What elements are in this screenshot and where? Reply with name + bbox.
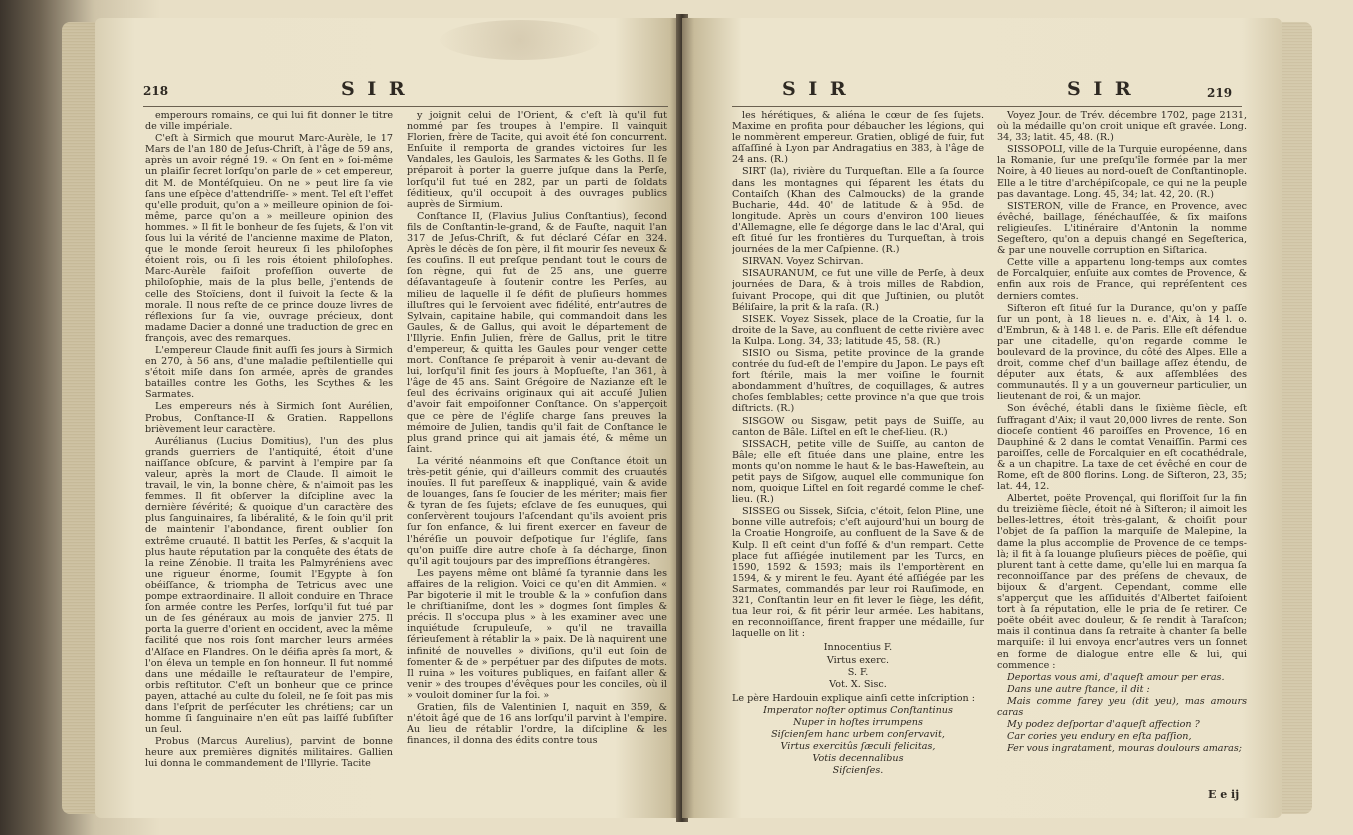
paragraph: Probus (Marcus Aurelius), parvint de bonne heure aux premières dignités militaires. Gallien lui donna le commandement de l'Illyrie. Tacite — [145, 736, 393, 770]
paragraph: emperours romains, ce qui lui fit donner le titre de ville impériale. — [145, 110, 393, 133]
dictionary-entry: SISEK. Voyez Sissek, place de la Croatie, ſur la droite de la Save, au confluent de cette rivière avec la Kulpa. Long. 34, 33; latitude 45, 58. (R.) — [732, 313, 984, 347]
right-running-head-1: S I R — [782, 78, 849, 100]
left-page — [95, 18, 680, 818]
right-col1-entries — [732, 110, 984, 639]
right-page-number: 219 — [1207, 86, 1233, 100]
page-stain — [440, 20, 600, 60]
dictionary-entry: les hérétiques, & aliéna le cœur de ſes ſujets. Maxime en profita pour débaucher les légions, qui le nommèrent empereur. Gratien, obligé de fuir, fut aſſaſſiné à Lyon par Andragatius en 383, à l'âge de 24 ans. (R.) — [732, 110, 984, 166]
medal-inscription — [732, 642, 984, 689]
right-running-head-2: S I R — [1067, 78, 1134, 100]
dictionary-entry: SISGOW ou Sisgaw, petit pays de Suiſſe, au canton de Bâle. Liſtel en eſt le chef-lieu. (R.) — [732, 415, 984, 438]
translation-line: Virtus exercitûs ſæculi felicitas, — [780, 741, 936, 753]
paragraph: Conſtance II, (Flavius Julius Conſtantius), ſecond fils de Conſtantin-le-grand, & de Fauſte, naquit l'an 317 de Jeſus-Chriſt, & fut déclaré Céſar en 324. Après le décès de ſon père, il fit mourir ſes neveux & ſes couſins. Il eut preſque pendant tout le cours de ſon règne, qui fut de 25 ans, une guerre déſavantageuſe à ſoutenir contre les Perſes, au milieu de laquelle il ſe défit de pluſieurs hommes illuſtres qui le ſervoient avec fidélité, entr'autres de Sylvain, capitaine habile, qui commandoit dans les Gaules, & de Gallus, qui avoit le département de l'Illyrie. Enfin Julien, frère de Gallus, prit le titre d'empereur, & quitta les Gaules pour venger cette mort. Conſtance ſe préparoit à venir au-devant de lui, lorſqu'il finit ſes jours à Mopſueſte, l'an 361, à l'âge de 45 ans. Saint Grégoire de Nazianze eſt le ſeul des écrivains originaux qui ait accuſé Julien d'avoir fait empoiſonner Conſtance. On s'apperçoit que ce père de l'égliſe charge ſans preuves la mémoire de Julien, tandis qu'il fait de Conſtance le plus grand prince qui ait jamais été, & même un ſaint. — [407, 210, 667, 455]
left-page-edges — [62, 22, 95, 814]
signature-mark: E e ij — [1208, 788, 1240, 801]
inscription-line: S. F. — [847, 666, 869, 678]
paragraph: L'empereur Claude finit auſſi ſes jours à Sirmich en 270, à 56 ans, d'une maladie peſtilentielle qui s'étoit miſe dans ſon armée, après de grandes batailles contre les Goths, les Scythes & les Sarmates. — [145, 344, 393, 401]
dictionary-entry: SISIO ou Sisma, petite province de la grande contrée du ſud-eſt de l'empire du Japon. Le pays eſt fort ſtérile, mais la mer voiſine le fournit abondamment d'huîtres, de coquillages, & autres choſes ſemblables; cette province n'a que que trois diſtricts. (R.) — [732, 347, 984, 415]
dictionary-entry: SISTERON, ville de France, en Provence, avec évêché, baillage, ſénéchauſſée, & ſix maiſons religieuſes. L'itinéraire d'Antonin la nomme Segeſtero, qu'on a depuis changé en Segeſterica, & par une nouvelle corruption en Siſtarica. — [997, 200, 1247, 257]
verse-line: Car cories yeu endury en eſta paſſion, — [1007, 731, 1192, 743]
paragraph: La vérité néanmoins eſt que Conſtance étoit un très-petit génie, qui d'ailleurs commit des cruautés inouïes. Il fut pareſſeux & inappliqué, vain & avide de louanges, ſans ſe ſoucier de les mériter; mais fier & tyran de ſes ſujets; eſclave de ſes eunuques, qui conſervèrent toujours l'aſcendant qu'ils avoient pris ſur ſon enfance, & lui firent exercer en faveur de l'héréſie un pouvoir deſpotique ſur l'égliſe, ſans qu'on puiſſe dire autre choſe à ſa décharge, ſinon qu'il agit toujours par des impreſſions étrangères. — [407, 455, 667, 567]
paragraph: Les empereurs nés à Sirmich ſont Aurélien, Probus, Conſtance-II & Gratien. Rappellons brièvement leur caractère. — [145, 401, 393, 435]
translation-line: Votis decennalibus — [812, 753, 904, 765]
verse-line: Mais comme farey yeu (dit yeu), mas amours caras — [997, 695, 1247, 718]
right-column-2 — [997, 110, 1247, 810]
left-page-number: 218 — [143, 84, 169, 98]
translation-line: Siſcienſem hanc urbem conſervavit, — [771, 729, 945, 741]
translation-line: Siſcienſes. — [832, 765, 884, 777]
hardouin-translation — [732, 705, 984, 777]
verse-line: Deportas vous ami, d'aqueſt amour per eras. — [1007, 671, 1225, 683]
inscription-line: Virtus exerc. — [826, 654, 890, 666]
right-column-1 — [732, 110, 984, 810]
left-column-1 — [145, 110, 393, 810]
right-header-rule — [732, 106, 1242, 107]
inscription-line: Vot. X. Sisc. — [829, 678, 887, 690]
right-page-edges — [1282, 22, 1312, 814]
translation-line: Nuper in hoſtes irrumpens — [793, 716, 923, 728]
paragraph: Aurélianus (Lucius Domitius), l'un des plus grands guerriers de l'antiquité, étoit d'une naiſſance obſcure, & parvint à l'empire par ſa valeur, après la mort de Claude. Il aimoit le travail, le vin, la bonne chère, & n'aimoit pas les femmes. Il fit obſerver la diſcipline avec la dernière ſévérité; & quoique d'un caractère des plus ſanguinaires, ſa libéralité, & le ſoin qu'il prit de maintenir l'abondance, firent oublier ſon extrême cruauté. Il battit les Perſes, & s'acquit la plus haute réputation par la conquête des états de la reine Zénobie. Il traita les Palmyréniens avec une rigueur énorme, ſoumit l'Egypte à ſon obéiſſance, & triompha de Tetricus avec une pompe extraordinaire. Il alloit conduire en Thrace ſon armée contre les Perſes, lorſqu'il fut tué par un de ſes généraux au mois de janvier 275. Il porta la guerre d'orient en occident, avec la même facilité que nos rois ſont marcher leurs armées d'Alſace en Flandres. On le déifia après ſa mort, & l'on éleva un temple en ſon honneur. Il fut nommé dans une médaille le reſtaurateur de l'empire, orbis reſtitutor. C'eſt un bonheur que ce prince payen, attaché au culte du ſoleil, ne ſe ſoit pas mis dans l'eſprit de perſécuter les chrétiens; car un homme ſi ſanguinaire n'en eût pas laiſſé ſubſiſter un ſeul. — [145, 435, 393, 736]
dictionary-entry: SISSEG ou Sissek, Siſcia, c'étoit, ſelon Pline, une bonne ville autrefois; c'eſt aujourd'hui un bourg de la Croatie Hongroiſe, au confluent de la Save & de Kulp. Il eſt ceint d'un foſſé & d'un rempart. Cette place fut aſſiégée inutilement par les Turcs, en 1590, 1592 & 1593; mais ils l'emportèrent en 1594, & y mirent le feu. Ayant été aſſiégée par les Sarmates, commandés par leur roi Rauſimode, en 321, Conſtantin leur en fit lever le ſiège, les défit, tua leur roi, & fit périr leur armée. Les habitans, en reconnoiſſance, firent frapper une médaille, ſur laquelle on lit : — [732, 506, 984, 640]
verse-line: Fer vous ingratament, mouras doulours amaras; — [1007, 743, 1242, 755]
paragraph: Les payens même ont blâmé ſa tyrannie dans les affaires de la religion. Voici ce qu'en dit Ammien. « Par bigoterie il mit le trouble & la » confuſion dans le chriſtianiſme, dont les » dogmes ſont ſimples & précis. Il s'occupa plus » à les examiner avec une inquiétude ſcrupuleuſe, » qu'il ne travailla ſérieuſement à rétablir la » paix. De là naquirent une infinité de nouvelles » diviſions, qu'il eut ſoin de fomenter & de » perpétuer par des diſputes de mots. Il ruina » les voitures publiques, en faiſant aller & venir » des troupes d'évêques pour les conciles, où il » vouloit dominer ſur la foi. » — [407, 567, 667, 701]
verse-line: Dans une autre ſtance, il dit : — [1007, 683, 1150, 695]
dictionary-entry: SISSOPOLI, ville de la Turquie européenne, dans la Romanie, ſur une preſqu'île formée par la mer Noire, à 40 lieues au nord-oueſt de Conſtantinople. Elle a le titre d'archépiſcopale, ce qui ne la peuple pas davantage. Long. 45, 34; lat. 42, 20. (R.) — [997, 144, 1247, 200]
dictionary-entry: Voyez Jour. de Trév. décembre 1702, page 2131, où la médaille qu'on croit unique eſt gravée. Long. 34, 33; latit. 45, 48. (R.) — [997, 110, 1247, 144]
dictionary-entry: SISAURANUM, ce fut une ville de Perſe, à deux journées de Dara, & à trois milles de Rabdion, ſuivant Procope, qui dit que Juſtinien, ou plutôt Béliſaire, la prit & la raſa. (R.) — [732, 268, 984, 313]
provencal-verse — [997, 672, 1247, 755]
left-page-header — [95, 80, 680, 106]
dictionary-entry: SIRVAN. Voyez Schirvan. — [742, 256, 864, 268]
verse-line: My podez deſportar d'aqueſt affection ? — [1007, 719, 1200, 731]
right-page-header — [682, 80, 1282, 106]
inscription-line: Innocentius F. — [823, 642, 893, 654]
right-page — [682, 18, 1282, 818]
hardouin-intro: Le père Hardouin explique ainſi cette inſcription : — [732, 692, 975, 704]
dictionary-entry: Albertet, poëte Provençal, qui floriſſoit ſur la fin du treizième ſiècle, étoit né à Siſteron; il aimoit les belles-lettres, étoit très-galant, & choiſit pour l'objet de ſa paſſion la marquiſe de Malepine, la dame la plus accomplie de Provence de ce temps-là; il fit à ſa louange pluſieurs pièces de poëſie, qui plurent tant à cette dame, qu'elle lui en marqua ſa reconnoiſſance par des préſens de chevaux, de bijoux & d'argent. Cependant, comme elle s'apperçut que les aſſiduités d'Albertet faiſoient tort à ſa réputation, elle le pria de ſe retirer. Ce poëte obéit avec douleur, & ſe rendit à Taraſcon; mais il continua dans ſa retraite à chanter ſa belle marquiſe: il lui envoya encr'autres vers un ſonnet en forme de dialogue entre elle & lui, qui commence : — [997, 493, 1247, 671]
paragraph: C'eſt à Sirmich que mourut Marc-Aurèle, le 17 Mars de l'an 180 de Jeſus-Chriſt, à l'âge de 59 ans, après un avoir régné 19. « On ſent en » ſoi-même un plaiſir ſecret lorſqu'on parle de » cet empereur, dit M. de Montéſquieu. On ne » peut lire ſa vie ſans une eſpèce d'attendriſſe- » ment. Tel eſt l'effet qu'elle produit, qu'on a » meilleure opinion de ſoi-même, parce qu'on a » meilleure opinion des hommes. » Il fit le bonheur de ſes ſujets, & l'on vit ſous lui la vérité de l'ancienne maxime de Platon, que le monde ſeroit heureux ſi les philoſophes étoient rois, ou ſi les rois étoient philoſophes. Marc-Aurèle faiſoit profeſſion ouverte de philoſophie, mais de la plus belle, j'entends de celle des Stoïciens, dont il ſuivoit la ſecte & la morale. Il nous reſte de ce prince douze livres de réflexions ſur ſa vie, ouvrage précieux, dont madame Dacier a donné une traduction de grec en françois, avec des remarques. — [145, 133, 393, 344]
dictionary-entry: Son évêché, établi dans le ſixième ſiècle, eſt ſuffragant d'Aix; il vaut 20,000 livres de rente. Son dioceſe contient 46 paroiſſes en Provence, 16 en Dauphiné & 2 dans le comtat Venaiſſin. Parmi ces paroiſſes, celle de Forcalquier en eſt cocathédrale, & a un chapitre. La taxe de cet évêché en cour de Rome, eſt de 800 florins. Long. de Siſteron, 23, 35; lat. 44, 12. — [997, 403, 1247, 493]
paragraph: Gratien, fils de Valentinien I, naquit en 359, & n'étoit âgé que de 16 ans lorſqu'il parvint à l'empire. Au lieu de rétablir l'ordre, la diſcipline & les finances, il donna des édits contre tous — [407, 701, 667, 747]
dictionary-entry: SISSACH, petite ville de Suiſſe, au canton de Bâle; elle eſt ſituée dans une plaine, entre les monts qu'on nomme le haut & le bas-Haweſtein, au petit pays de Siſgow, auquel elle communique ſon nom, quoique Liſtel en ſoit regardé comme le chef-lieu. (R.) — [732, 438, 984, 506]
left-column-2 — [407, 110, 667, 810]
translation-line: Imperator noſter optimus Conſtantinus — [763, 704, 953, 716]
dictionary-entry: Siſteron eſt ſitué ſur la Durance, qu'on y paſſe ſur un pont, à 18 lieues n. e. d'Aix, à 14 l. o. d'Embrun, & à 148 l. e. de Paris. Elle eſt défendue par une citadelle, qu'on regarde comme le boulevard de la province, du côté des Alpes. Elle a droit, comme chef d'un baillage aſſez étendu, de députer aux états, & aux aſſemblées des communautés. Il y a un gouverneur particulier, un lieutenant de roi, & un major. — [997, 302, 1247, 403]
dictionary-entry: SIRT (la), rivière du Turqueſtan. Elle a ſa ſource dans les montagnes qui ſéparent les états du Contaiſch (Khan des Calmoucks) de la grande Bucharie, 44d. 40' de latitude & à 95d. de longitude. Après un cours d'environ 100 lieues d'Allemagne, elle ſe dégorge dans le lac d'Aral, qui eſt ſitué ſur les frontières du Turqueſtan, à trois journées de la mer Caſpienne. (R.) — [732, 166, 984, 256]
right-col2-entries — [997, 110, 1247, 671]
left-running-head: S I R — [341, 78, 408, 100]
dictionary-entry: Cette ville a appartenu long-temps aux comtes de Forcalquier, enſuite aux comtes de Provence, & enfin aux rois de France, qui repréſentent ces derniers comtes. — [997, 257, 1247, 302]
paragraph: y joignit celui de l'Orient, & c'eſt là qu'il fut nommé par ſes troupes à l'empire. Il vainquit Florien, frère de Tacite, qui avoit été ſon concurrent. Enſuite il remporta de grandes victoires ſur les Vandales, les Gaulois, les Sarmates & les Goths. Il ſe préparoit à porter la guerre juſque dans la Perſe, lorſqu'il fut tué en 282, par un parti de ſoldats ſéditieux, qu'il occupoit à des ouvrages publics auprès de Sirmium. — [407, 110, 667, 210]
left-header-rule — [143, 106, 668, 107]
